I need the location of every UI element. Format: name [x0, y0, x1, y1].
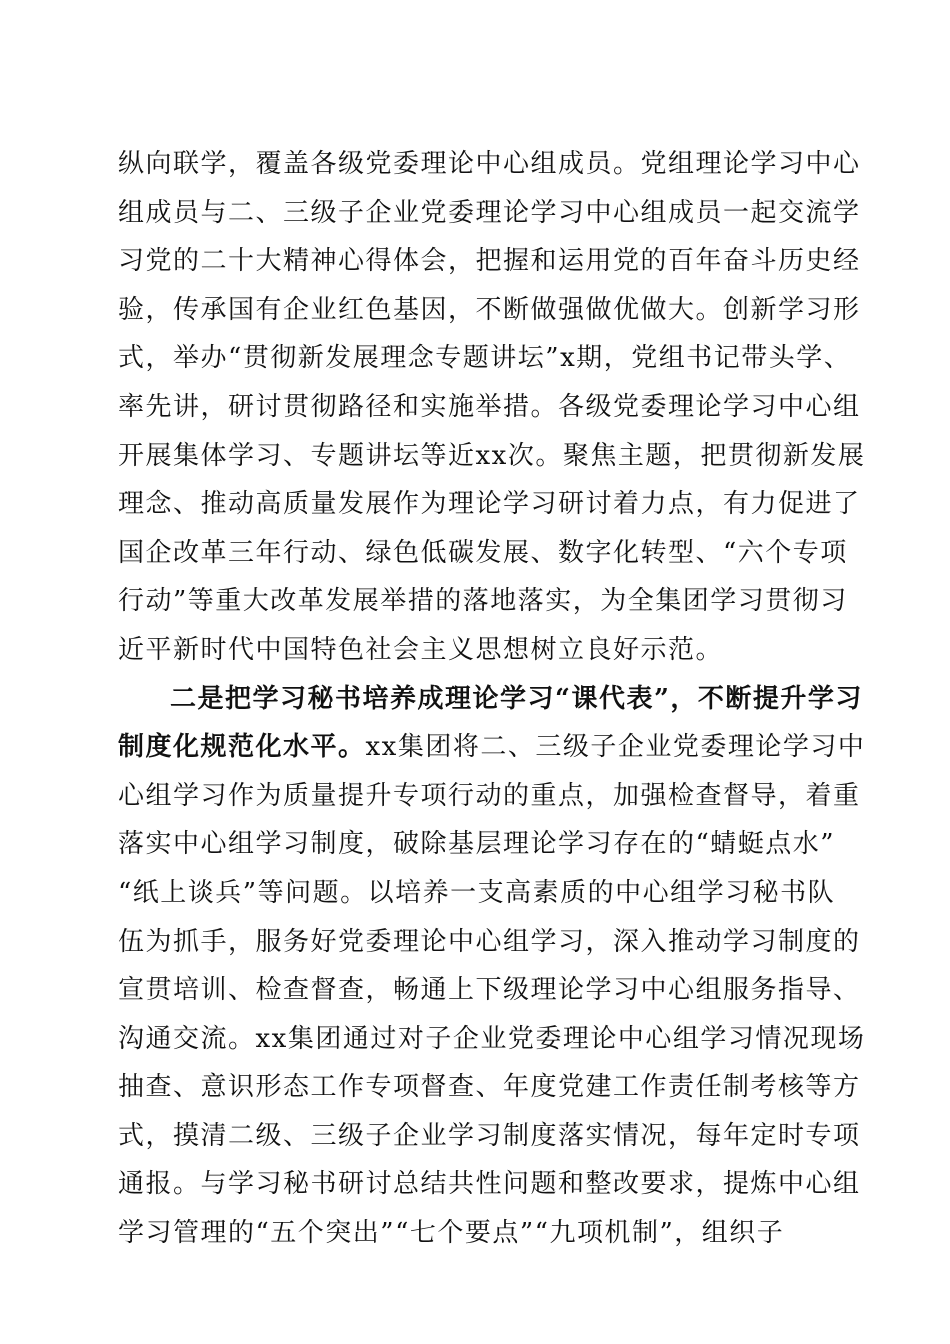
text-line: 国企改革三年行动、绿色低碳发展、数字化转型、“六个专项 [118, 537, 848, 568]
text-line: 近平新时代中国特色社会主义思想树立良好示范。 [118, 634, 724, 665]
text-line: 伍为抓手，服务好党委理论中心组学习，深入推动学习制度的 [118, 926, 861, 957]
text-line: 组成员与二、三级子企业党委理论学习中心组成员一起交流学 [118, 197, 861, 228]
text-line: “纸上谈兵”等问题。以培养一支高素质的中心组学习秘书队 [118, 877, 836, 908]
text-line: 开展集体学习、专题讲坛等近xx次。聚焦主题，把贯彻新发展 [118, 440, 866, 471]
body-text [118, 140, 866, 1258]
text-line: 落实中心组学习制度，破除基层理论学习存在的“蜻蜓点水” [118, 829, 836, 860]
text-line: 纵向联学，覆盖各级党委理论中心组成员。党组理论学习中心 [118, 149, 861, 179]
text-line: 学习管理的“五个突出”“七个要点”“九项机制”，组织子 [118, 1218, 785, 1249]
text-line-rest: xx集团将二、三级子企业党委理论学习中 [365, 732, 866, 763]
text-line: 习党的二十大精神心得体会，把握和运用党的百年奋斗历史经 [118, 246, 861, 277]
text-line: 行动”等重大改革发展举措的落地落实，为全集团学习贯彻习 [118, 586, 848, 617]
text-line: 沟通交流。xx集团通过对子企业党委理论中心组学习情况现场 [118, 1023, 866, 1054]
text-line: 理念、推动高质量发展作为理论学习研讨着力点，有力促进了 [118, 489, 861, 520]
text-line: 宣贯培训、检查督查，畅通上下级理论学习中心组服务指导、 [118, 975, 861, 1006]
text-line: 验，传承国有企业红色基因，不断做强做优做大。创新学习形 [118, 294, 861, 325]
text-line [118, 723, 866, 772]
text-line: 通报。与学习秘书研讨总结共性问题和整改要求，提炼中心组 [118, 1169, 861, 1200]
text-line: 式，摸清二级、三级子企业学习制度落实情况，每年定时专项 [118, 1120, 861, 1151]
paragraph-heading-line: 二是把学习秘书培养成理论学习“课代表”，不断提升学习 [170, 683, 863, 714]
text-line: 率先讲，研讨贯彻路径和实施举措。各级党委理论学习中心组 [118, 391, 861, 422]
paragraph-heading-end: 制度化规范化水平。 [118, 732, 366, 763]
text-line: 心组学习作为质量提升专项行动的重点，加强检查督导，着重 [118, 780, 861, 811]
text-line: 抽查、意识形态工作专项督查、年度党建工作责任制考核等方 [118, 1072, 861, 1103]
text-line: 式，举办“贯彻新发展理念专题讲坛”x期，党组书记带头学、 [118, 343, 852, 374]
